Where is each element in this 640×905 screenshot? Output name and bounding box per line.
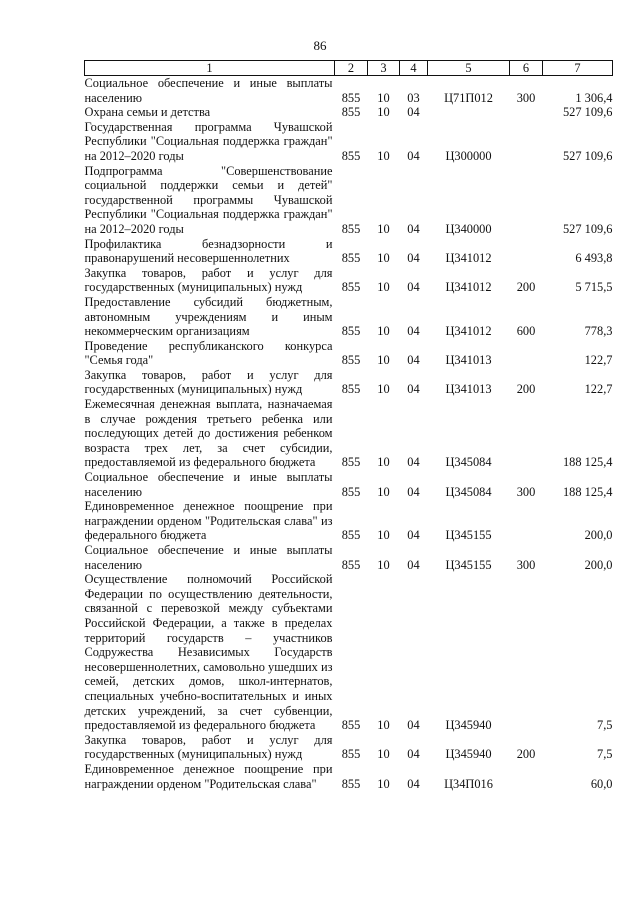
- row-amount: 5 715,5: [575, 280, 613, 295]
- row-amount: 200,0: [584, 528, 613, 543]
- row-amount: 7,5: [597, 747, 613, 762]
- table-row: [85, 499, 613, 543]
- row-code-target: Ц345155: [445, 557, 492, 572]
- row-code-admin: 855: [341, 718, 361, 733]
- row-name: Подпрограмма "Совершенствование социальной поддержки семьи и детей" государственной программы Чувашской Республики "Социальная поддержка граждан" на 2012–2020 годы: [84, 163, 333, 236]
- row-name: Социальное обеспечение и иные выплаты населению: [84, 76, 333, 105]
- row-code-target: Ц345155: [445, 528, 492, 543]
- row-code-admin: 855: [341, 455, 361, 470]
- row-code-section: 10: [377, 105, 390, 120]
- row-amount: 7,5: [597, 718, 613, 733]
- budget-table: [84, 60, 613, 791]
- row-code-section: 10: [377, 280, 390, 295]
- table-row: [85, 266, 613, 295]
- row-code-section: 10: [377, 90, 390, 105]
- row-name: Социальное обеспечение и иные выплаты населению: [84, 470, 333, 499]
- row-code-admin: 855: [341, 221, 361, 236]
- table-row: [85, 572, 613, 733]
- row-amount: 1 306,4: [575, 90, 613, 105]
- column-header: 4: [400, 61, 428, 76]
- row-code-target: Ц345084: [445, 484, 492, 499]
- table-row: [85, 105, 613, 120]
- row-code-expense-type: [510, 572, 543, 733]
- row-code-admin: 855: [341, 105, 361, 120]
- table-row: [85, 295, 613, 339]
- row-name: Закупка товаров, работ и услуг для государственных (муниципальных) нужд: [84, 265, 333, 295]
- row-name: Закупка товаров, работ и услуг для государственных (муниципальных) нужд: [84, 367, 333, 397]
- row-code-section: 10: [377, 382, 390, 397]
- row-code-target: Ц341013: [445, 382, 492, 397]
- table-row: [85, 733, 613, 762]
- row-code-target: Ц345084: [445, 455, 492, 470]
- row-code-admin: 855: [341, 251, 361, 266]
- row-code-expense-type: 200: [516, 280, 536, 295]
- row-code-expense-type: [510, 339, 543, 368]
- row-code-admin: 855: [341, 382, 361, 397]
- table-row: [85, 368, 613, 397]
- row-name: Государственная программа Чувашской Республики "Социальная поддержка граждан" на 2012–2020 годы: [84, 119, 333, 163]
- row-code-section: 10: [377, 528, 390, 543]
- table-row: [85, 470, 613, 499]
- row-name: Ежемесячная денежная выплата, назначаемая в случае рождения третьего ребенка или последующих детей до достижения ребенком возраста трех лет, за счет субсидии, предоставляемой из федерального бюджета: [84, 397, 333, 470]
- row-code-expense-type: [510, 762, 543, 791]
- row-code-section: 10: [377, 251, 390, 266]
- row-code-expense-type: 200: [516, 747, 536, 762]
- row-code-subsection: 04: [407, 776, 420, 791]
- row-code-expense-type: [510, 164, 543, 237]
- row-name: Закупка товаров, работ и услуг для государственных (муниципальных) нужд: [84, 732, 333, 762]
- row-name: Социальное обеспечение и иные выплаты населению: [84, 543, 333, 572]
- row-code-admin: 855: [341, 148, 361, 163]
- column-header: 3: [368, 61, 400, 76]
- row-code-target: Ц300000: [445, 148, 492, 163]
- row-code-subsection: 04: [407, 324, 420, 339]
- row-code-expense-type: 300: [516, 90, 536, 105]
- row-amount: 778,3: [584, 324, 613, 339]
- row-code-section: 10: [377, 776, 390, 791]
- row-amount: 122,7: [584, 353, 613, 368]
- row-code-expense-type: [510, 397, 543, 470]
- column-header: 2: [335, 61, 368, 76]
- row-code-expense-type: 600: [516, 324, 536, 339]
- row-amount: 527 109,6: [562, 148, 613, 163]
- row-name: Охрана семьи и детства: [84, 105, 211, 120]
- row-code-subsection: 04: [407, 148, 420, 163]
- row-code-target: Ц345940: [445, 747, 492, 762]
- row-code-section: 10: [377, 353, 390, 368]
- row-code-target: [428, 105, 510, 120]
- row-code-subsection: 04: [407, 455, 420, 470]
- row-code-subsection: 04: [407, 557, 420, 572]
- row-code-target: Ц340000: [445, 221, 492, 236]
- row-code-section: 10: [377, 221, 390, 236]
- row-code-admin: 855: [341, 324, 361, 339]
- row-code-admin: 855: [341, 776, 361, 791]
- row-code-target: Ц341013: [445, 353, 492, 368]
- row-code-expense-type: [510, 120, 543, 164]
- row-code-section: 10: [377, 718, 390, 733]
- row-code-admin: 855: [341, 528, 361, 543]
- row-code-expense-type: 300: [516, 484, 536, 499]
- row-code-target: Ц341012: [445, 280, 492, 295]
- table-row: [85, 543, 613, 572]
- row-code-section: 10: [377, 324, 390, 339]
- table-row: [85, 164, 613, 237]
- row-code-admin: 855: [341, 557, 361, 572]
- row-amount: 200,0: [584, 557, 613, 572]
- row-code-subsection: 04: [407, 382, 420, 397]
- row-code-subsection: 04: [407, 221, 420, 236]
- row-amount: 60,0: [590, 776, 613, 791]
- row-code-admin: 855: [341, 484, 361, 499]
- row-code-target: Ц341012: [445, 324, 492, 339]
- column-header: 5: [428, 61, 510, 76]
- column-header: 1: [85, 61, 335, 76]
- row-code-subsection: 04: [407, 718, 420, 733]
- row-name: Предоставление субсидий бюджетным, автономным учреждениям и иным некоммерческим организациям: [84, 294, 333, 339]
- row-code-subsection: 04: [407, 528, 420, 543]
- row-code-section: 10: [377, 557, 390, 572]
- table-row: [85, 397, 613, 470]
- row-code-subsection: 04: [407, 251, 420, 266]
- column-header: 7: [543, 61, 613, 76]
- row-code-expense-type: [510, 499, 543, 543]
- row-code-target: Ц34П016: [444, 776, 493, 791]
- row-code-section: 10: [377, 747, 390, 762]
- row-code-expense-type: [510, 105, 543, 120]
- row-code-expense-type: 300: [516, 557, 536, 572]
- row-code-admin: 855: [341, 747, 361, 762]
- row-code-admin: 855: [341, 280, 361, 295]
- row-code-subsection: 04: [407, 353, 420, 368]
- page-number: 86: [313, 38, 327, 53]
- row-amount: 527 109,6: [562, 221, 613, 236]
- row-name: Осуществление полномочий Российской Федерации по осуществлению деятельности, связанной с перевозкой между субъектами Российской Федерации, а также в пределах территорий государств – участников Содружества Независимых Государств несовершеннолетних, самовольно ушедших из семей, детских домов, школ-интернатов, специальных учебно-воспитательных и иных детских учреждений, за счет субвенции, предоставляемой из федерального бюджета: [84, 572, 333, 733]
- row-code-target: Ц345940: [445, 718, 492, 733]
- row-name: Единовременное денежное поощрение при награждении орденом "Родительская слава": [84, 761, 333, 791]
- table-row: [85, 339, 613, 368]
- row-code-subsection: 04: [407, 484, 420, 499]
- column-header: 6: [510, 61, 543, 76]
- row-amount: 6 493,8: [575, 251, 613, 266]
- row-code-expense-type: 200: [516, 382, 536, 397]
- row-code-admin: 855: [341, 353, 361, 368]
- row-amount: 527 109,6: [562, 105, 613, 120]
- row-code-admin: 855: [341, 90, 361, 105]
- table-row: [85, 120, 613, 164]
- row-amount: 188 125,4: [562, 455, 613, 470]
- row-code-subsection: 04: [407, 105, 420, 120]
- row-amount: 122,7: [584, 382, 613, 397]
- table-row: [85, 237, 613, 266]
- row-name: Профилактика безнадзорности и правонарушений несовершеннолетних: [84, 236, 333, 266]
- row-code-section: 10: [377, 455, 390, 470]
- row-amount: 188 125,4: [562, 484, 613, 499]
- row-code-target: Ц71П012: [444, 90, 493, 105]
- row-code-expense-type: [510, 237, 543, 266]
- header-row: [85, 61, 613, 76]
- row-code-section: 10: [377, 148, 390, 163]
- row-code-subsection: 04: [407, 280, 420, 295]
- row-code-subsection: 04: [407, 747, 420, 762]
- row-name: Проведение республиканского конкурса "Семья года": [84, 338, 333, 368]
- row-name: Единовременное денежное поощрение при награждении орденом "Родительская слава" из федерального бюджета: [84, 499, 333, 543]
- row-code-target: Ц341012: [445, 251, 492, 266]
- table-row: [85, 76, 613, 106]
- row-code-section: 10: [377, 484, 390, 499]
- row-code-subsection: 03: [407, 90, 420, 105]
- table-row: [85, 762, 613, 791]
